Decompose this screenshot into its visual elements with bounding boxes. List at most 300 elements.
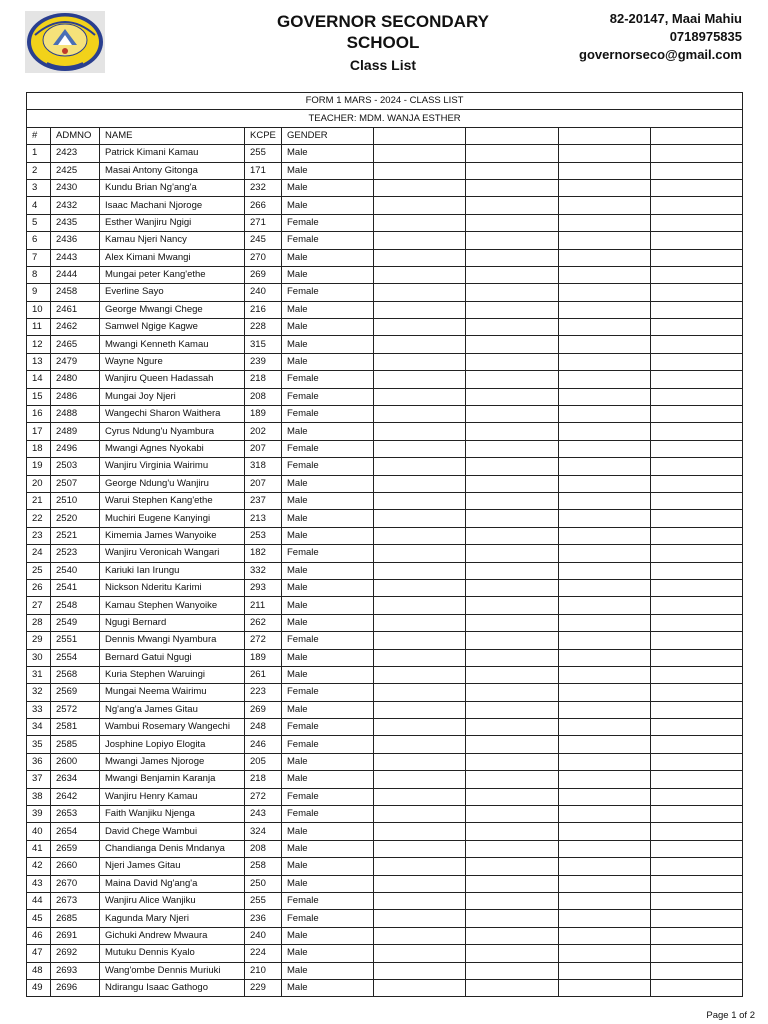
blank-cell [374,771,466,788]
student-name: George Mwangi Chege [100,301,245,318]
school-name-line1: GOVERNOR SECONDARY [277,12,489,31]
gender: Female [282,910,374,927]
row-number: 45 [27,910,51,927]
blank-cell [651,875,743,892]
blank-cell [651,423,743,440]
kcpe-score: 189 [245,406,282,423]
row-number: 1 [27,145,51,162]
blank-cell [374,597,466,614]
kcpe-score: 218 [245,771,282,788]
blank-cell [559,232,651,249]
student-name: Josphine Lopiyo Elogita [100,736,245,753]
gender: Male [282,579,374,596]
row-number: 7 [27,249,51,266]
document-title: Class List [349,57,417,73]
admission-number: 2693 [51,962,100,979]
student-name: Mwangi Benjamin Karanja [100,771,245,788]
table-row [27,284,743,301]
blank-cell [374,162,466,179]
table-row [27,910,743,927]
column-header: # [27,127,51,144]
gender: Female [282,406,374,423]
gender: Male [282,301,374,318]
blank-cell [374,753,466,770]
row-number: 28 [27,614,51,631]
blank-cell [374,336,466,353]
row-number: 4 [27,197,51,214]
blank-cell [466,266,559,283]
blank-cell [374,649,466,666]
blank-cell [651,806,743,823]
column-header [559,127,651,144]
blank-cell [559,562,651,579]
gender: Male [282,197,374,214]
gender: Male [282,492,374,509]
blank-cell [651,771,743,788]
blank-cell [374,875,466,892]
table-row [27,336,743,353]
blank-cell [374,892,466,909]
admission-number: 2436 [51,232,100,249]
blank-cell [559,353,651,370]
gender: Male [282,979,374,996]
blank-cell [559,545,651,562]
blank-cell [651,927,743,944]
admission-number: 2670 [51,875,100,892]
kcpe-score: 240 [245,927,282,944]
row-number: 6 [27,232,51,249]
row-number: 23 [27,527,51,544]
row-number: 24 [27,545,51,562]
blank-cell [651,840,743,857]
kcpe-score: 229 [245,979,282,996]
student-name: Ndirangu Isaac Gathogo [100,979,245,996]
blank-cell [374,232,466,249]
row-number: 12 [27,336,51,353]
student-name: Wanjiru Virginia Wairimu [100,458,245,475]
blank-cell [374,492,466,509]
row-number: 15 [27,388,51,405]
blank-cell [651,197,743,214]
admission-number: 2425 [51,162,100,179]
row-number: 32 [27,684,51,701]
table-row [27,319,743,336]
blank-cell [559,458,651,475]
kcpe-score: 246 [245,736,282,753]
column-header: NAME [100,127,245,144]
blank-cell [559,179,651,196]
blank-cell [374,701,466,718]
admission-number: 2488 [51,406,100,423]
kcpe-score: 262 [245,614,282,631]
blank-cell [559,145,651,162]
row-number: 36 [27,753,51,770]
row-number: 39 [27,806,51,823]
table-row [27,962,743,979]
blank-cell [466,545,559,562]
gender: Female [282,806,374,823]
kcpe-score: 271 [245,214,282,231]
kcpe-score: 210 [245,962,282,979]
blank-cell [466,736,559,753]
student-name: Faith Wanjiku Njenga [100,806,245,823]
table-row [27,597,743,614]
blank-cell [466,423,559,440]
blank-cell [466,771,559,788]
row-number: 47 [27,945,51,962]
blank-cell [466,979,559,996]
admission-number: 2480 [51,371,100,388]
table-row [27,301,743,318]
blank-cell [466,840,559,857]
blank-cell [374,823,466,840]
table-row [27,162,743,179]
blank-cell [374,719,466,736]
blank-cell [374,301,466,318]
blank-cell [466,319,559,336]
table-row [27,632,743,649]
kcpe-score: 224 [245,945,282,962]
gender: Male [282,266,374,283]
admission-number: 2444 [51,266,100,283]
row-number: 8 [27,266,51,283]
kcpe-score: 228 [245,319,282,336]
admission-number: 2523 [51,545,100,562]
table-row [27,145,743,162]
blank-cell [374,266,466,283]
student-name: Wangechi Sharon Waithera [100,406,245,423]
blank-cell [466,945,559,962]
blank-cell [651,145,743,162]
blank-cell [651,962,743,979]
kcpe-score: 171 [245,162,282,179]
gender: Female [282,719,374,736]
admission-number: 2507 [51,475,100,492]
blank-cell [466,510,559,527]
student-name: Everline Sayo [100,284,245,301]
row-number: 31 [27,666,51,683]
table-title-row [27,93,743,110]
admission-number: 2581 [51,719,100,736]
admission-number: 2653 [51,806,100,823]
gender: Female [282,232,374,249]
blank-cell [559,510,651,527]
row-number: 5 [27,214,51,231]
kcpe-score: 270 [245,249,282,266]
admission-number: 2496 [51,440,100,457]
admission-number: 2692 [51,945,100,962]
blank-cell [466,614,559,631]
student-name: Kamau Njeri Nancy [100,232,245,249]
blank-cell [466,562,559,579]
blank-cell [559,579,651,596]
blank-cell [466,284,559,301]
blank-cell [651,232,743,249]
admission-number: 2458 [51,284,100,301]
gender: Male [282,858,374,875]
table-row [27,788,743,805]
student-name: Warui Stephen Kang'ethe [100,492,245,509]
gender: Female [282,440,374,457]
table-row [27,701,743,718]
blank-cell [374,806,466,823]
admission-number: 2600 [51,753,100,770]
blank-cell [559,475,651,492]
table-row [27,562,743,579]
blank-cell [651,910,743,927]
blank-cell [466,232,559,249]
row-number: 9 [27,284,51,301]
blank-cell [559,736,651,753]
blank-cell [559,423,651,440]
blank-cell [466,823,559,840]
blank-cell [374,423,466,440]
kcpe-score: 240 [245,284,282,301]
blank-cell [466,892,559,909]
kcpe-score: 269 [245,701,282,718]
table-row [27,266,743,283]
blank-cell [559,284,651,301]
student-name: Esther Wanjiru Ngigi [100,214,245,231]
kcpe-score: 255 [245,145,282,162]
admission-number: 2443 [51,249,100,266]
blank-cell [651,179,743,196]
table-row [27,406,743,423]
row-number: 38 [27,788,51,805]
admission-number: 2585 [51,736,100,753]
row-number: 20 [27,475,51,492]
kcpe-score: 258 [245,858,282,875]
gender: Male [282,423,374,440]
blank-cell [559,406,651,423]
admission-number: 2554 [51,649,100,666]
blank-cell [651,979,743,996]
blank-cell [374,197,466,214]
blank-cell [374,510,466,527]
blank-cell [466,684,559,701]
blank-cell [466,806,559,823]
table-row [27,527,743,544]
blank-cell [651,562,743,579]
row-number: 2 [27,162,51,179]
student-name: Ng'ang'a James Gitau [100,701,245,718]
admission-number: 2461 [51,301,100,318]
school-email: governorseco@gmail.com [579,47,742,62]
blank-cell [559,910,651,927]
table-row [27,614,743,631]
kcpe-score: 216 [245,301,282,318]
admission-number: 2462 [51,319,100,336]
student-name: Wayne Ngure [100,353,245,370]
blank-cell [466,197,559,214]
gender: Female [282,214,374,231]
blank-cell [374,788,466,805]
blank-cell [651,388,743,405]
student-name: Kuria Stephen Waruingi [100,666,245,683]
row-number: 10 [27,301,51,318]
student-name: Njeri James Gitau [100,858,245,875]
blank-cell [651,736,743,753]
blank-cell [559,336,651,353]
kcpe-score: 250 [245,875,282,892]
blank-cell [559,892,651,909]
gender: Male [282,666,374,683]
gender: Male [282,145,374,162]
page-number: Page 1 of 2 [706,1010,755,1021]
kcpe-score: 208 [245,840,282,857]
admission-number: 2520 [51,510,100,527]
blank-cell [374,284,466,301]
blank-cell [466,962,559,979]
teacher-row [27,110,743,127]
blank-cell [466,858,559,875]
blank-cell [374,962,466,979]
student-name: Nickson Nderitu Karimi [100,579,245,596]
row-number: 25 [27,562,51,579]
student-name: Samwel Ngige Kagwe [100,319,245,336]
table-row [27,979,743,996]
teacher-name: TEACHER: MDM. WANJA ESTHER [27,110,743,127]
admission-number: 2432 [51,197,100,214]
student-name: Maina David Ng'ang'a [100,875,245,892]
kcpe-score: 293 [245,579,282,596]
table-row [27,736,743,753]
blank-cell [559,614,651,631]
gender: Female [282,736,374,753]
table-row [27,840,743,857]
blank-cell [651,632,743,649]
table-row [27,649,743,666]
table-row [27,545,743,562]
blank-cell [559,597,651,614]
blank-cell [559,771,651,788]
blank-cell [466,788,559,805]
blank-cell [651,823,743,840]
student-name: Masai Antony Gitonga [100,162,245,179]
gender: Female [282,788,374,805]
blank-cell [374,406,466,423]
gender: Male [282,353,374,370]
blank-cell [559,301,651,318]
blank-cell [559,214,651,231]
table-row [27,684,743,701]
kcpe-score: 272 [245,788,282,805]
row-number: 33 [27,701,51,718]
blank-cell [651,440,743,457]
row-number: 17 [27,423,51,440]
blank-cell [651,510,743,527]
blank-cell [466,910,559,927]
kcpe-score: 223 [245,684,282,701]
student-name: Mwangi James Njoroge [100,753,245,770]
blank-cell [651,249,743,266]
blank-cell [374,684,466,701]
row-number: 30 [27,649,51,666]
admission-number: 2642 [51,788,100,805]
blank-cell [374,579,466,596]
table-row [27,579,743,596]
kcpe-score: 237 [245,492,282,509]
blank-cell [466,527,559,544]
student-name: Gichuki Andrew Mwaura [100,927,245,944]
admission-number: 2503 [51,458,100,475]
blank-cell [651,858,743,875]
student-name: Ngugi Bernard [100,614,245,631]
blank-cell [374,858,466,875]
student-name: George Ndung'u Wanjiru [100,475,245,492]
kcpe-score: 189 [245,649,282,666]
blank-cell [559,823,651,840]
school-phone: 0718975835 [669,29,742,44]
blank-cell [466,927,559,944]
blank-cell [651,353,743,370]
blank-cell [559,388,651,405]
blank-cell [559,979,651,996]
blank-cell [466,145,559,162]
kcpe-score: 255 [245,892,282,909]
gender: Female [282,371,374,388]
student-name: Muchiri Eugene Kanyingi [100,510,245,527]
blank-cell [559,249,651,266]
student-name: Patrick Kimani Kamau [100,145,245,162]
admission-number: 2660 [51,858,100,875]
table-row [27,423,743,440]
table-row [27,875,743,892]
blank-cell [466,666,559,683]
school-address: 82-20147, Maai Mahiu [609,11,742,26]
kcpe-score: 182 [245,545,282,562]
admission-number: 2430 [51,179,100,196]
blank-cell [466,475,559,492]
blank-cell [559,440,651,457]
column-header [651,127,743,144]
kcpe-score: 213 [245,510,282,527]
gender: Female [282,892,374,909]
admission-number: 2551 [51,632,100,649]
school-crest-icon [25,11,105,73]
blank-cell [559,492,651,509]
blank-cell [466,301,559,318]
row-number: 19 [27,458,51,475]
gender: Male [282,336,374,353]
student-name: Dennis Mwangi Nyambura [100,632,245,649]
blank-cell [651,492,743,509]
student-name: Mutuku Dennis Kyalo [100,945,245,962]
row-number: 13 [27,353,51,370]
admission-number: 2696 [51,979,100,996]
admission-number: 2541 [51,579,100,596]
column-header: ADMNO [51,127,100,144]
table-row [27,353,743,370]
blank-cell [374,371,466,388]
blank-cell [651,684,743,701]
blank-cell [559,371,651,388]
blank-cell [651,597,743,614]
blank-cell [559,788,651,805]
blank-cell [559,719,651,736]
blank-cell [466,214,559,231]
column-header: KCPE [245,127,282,144]
gender: Male [282,249,374,266]
blank-cell [466,492,559,509]
blank-cell [651,266,743,283]
kcpe-score: 253 [245,527,282,544]
kcpe-score: 236 [245,910,282,927]
blank-cell [651,753,743,770]
blank-cell [466,649,559,666]
blank-cell [651,649,743,666]
student-name: Wambui Rosemary Wangechi [100,719,245,736]
